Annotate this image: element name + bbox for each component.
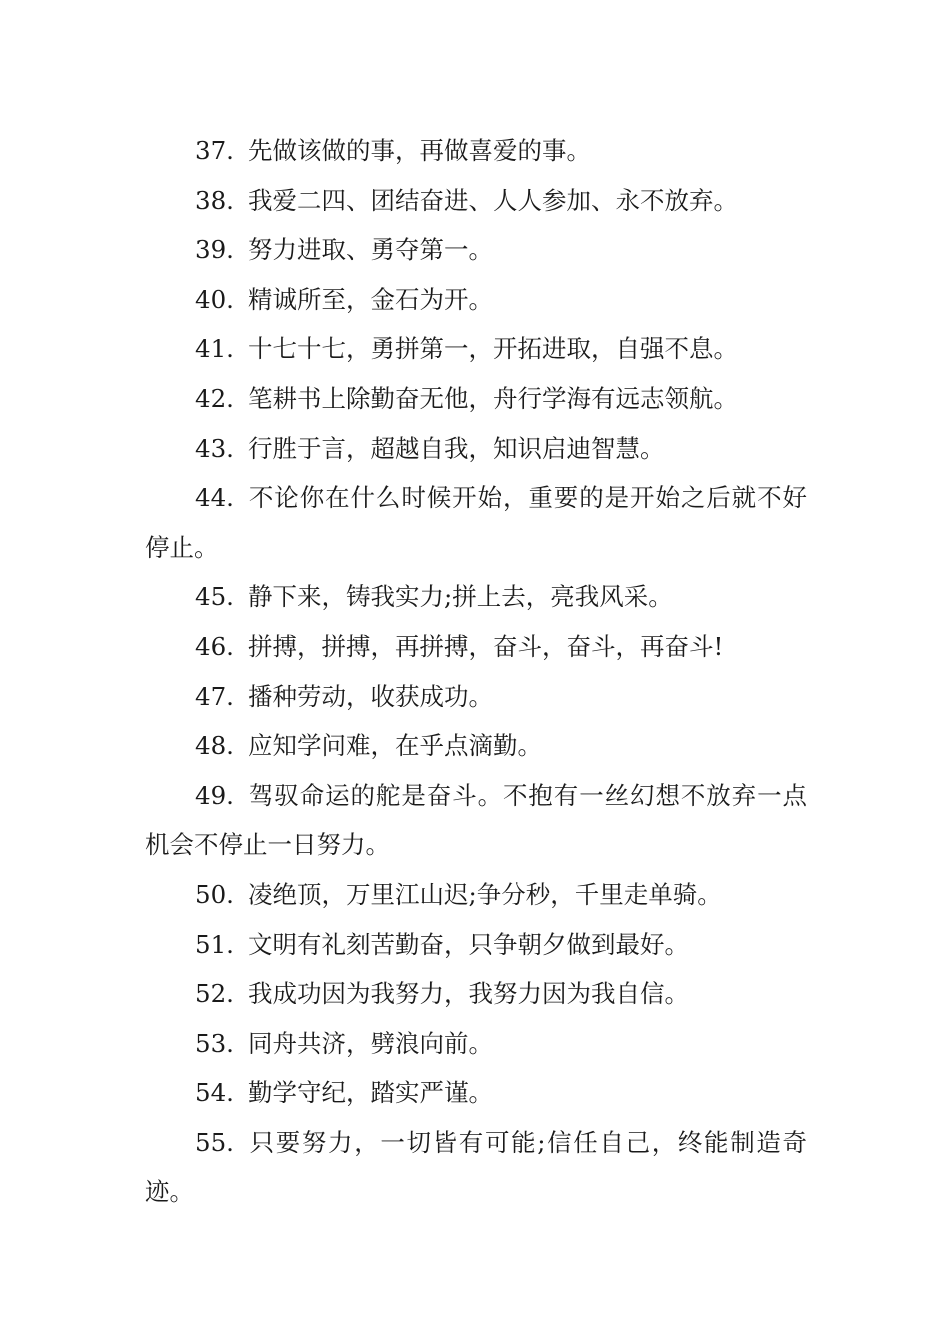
slogan-list <box>145 126 807 1217</box>
item-number: 43. <box>195 433 234 463</box>
list-item <box>145 622 807 672</box>
item-text: 同舟共济，劈浪向前。 <box>247 1028 493 1058</box>
item-number: 53. <box>195 1028 234 1058</box>
item-number: 52. <box>195 979 234 1009</box>
list-item <box>145 126 807 176</box>
item-text: 驾驭命运的舵是奋斗。不抱有一丝幻想不放弃一点机会不停止一日努力。 <box>145 780 807 860</box>
list-item <box>145 721 807 771</box>
item-text: 播种劳动，收获成功。 <box>247 681 493 711</box>
list-item <box>145 473 807 572</box>
item-text: 笔耕书上除勤奋无他，舟行学海有远志领航。 <box>247 383 738 413</box>
list-item <box>145 225 807 275</box>
list-item <box>145 275 807 325</box>
item-number: 41. <box>195 334 234 364</box>
list-item <box>145 1118 807 1217</box>
list-item <box>145 1019 807 1069</box>
item-text: 只要努力，一切皆有可能;信任自己，终能制造奇迹。 <box>145 1127 807 1207</box>
item-number: 49. <box>195 780 234 810</box>
item-number: 42. <box>195 383 234 413</box>
item-text: 勤学守纪，踏实严谨。 <box>247 1078 493 1108</box>
item-number: 44. <box>195 483 234 513</box>
list-item <box>145 1068 807 1118</box>
item-number: 46. <box>195 631 234 661</box>
list-item <box>145 374 807 424</box>
item-number: 45. <box>195 582 234 612</box>
item-number: 37. <box>195 136 234 165</box>
item-text: 精诚所至，金石为开。 <box>247 284 493 314</box>
item-number: 39. <box>195 235 234 265</box>
list-item <box>145 920 807 970</box>
item-number: 38. <box>195 185 234 215</box>
item-text: 行胜于言，超越自我，知识启迪智慧。 <box>247 433 665 463</box>
item-text: 应知学问难，在乎点滴勤。 <box>247 731 542 761</box>
item-number: 40. <box>195 284 234 314</box>
list-item <box>145 424 807 474</box>
item-number: 55. <box>195 1127 234 1157</box>
item-text: 十七十七，勇拼第一，开拓进取，自强不息。 <box>247 334 738 364</box>
list-item <box>145 324 807 374</box>
list-item <box>145 771 807 870</box>
item-text: 文明有礼刻苦勤奋，只争朝夕做到最好。 <box>247 929 689 959</box>
list-item <box>145 572 807 622</box>
list-item <box>145 176 807 226</box>
item-text: 努力进取、勇夺第一。 <box>247 235 493 265</box>
item-number: 48. <box>195 731 234 761</box>
item-text: 先做该做的事，再做喜爱的事。 <box>247 136 591 165</box>
item-text: 静下来，铸我实力;拼上去，亮我风采。 <box>247 582 673 612</box>
item-text: 我爱二四、团结奋进、人人参加、永不放弃。 <box>247 185 738 215</box>
item-number: 51. <box>195 929 234 959</box>
item-number: 50. <box>195 879 234 909</box>
item-text: 我成功因为我努力，我努力因为我自信。 <box>247 979 689 1009</box>
item-text: 拼搏，拼搏，再拼搏，奋斗，奋斗，再奋斗! <box>247 631 724 661</box>
item-text: 凌绝顶，万里江山迟;争分秒，千里走单骑。 <box>247 879 722 909</box>
list-item <box>145 870 807 920</box>
list-item <box>145 672 807 722</box>
list-item <box>145 969 807 1019</box>
item-text: 不论你在什么时候开始，重要的是开始之后就不好停止。 <box>145 483 807 562</box>
item-number: 54. <box>195 1078 234 1108</box>
item-number: 47. <box>195 681 234 711</box>
